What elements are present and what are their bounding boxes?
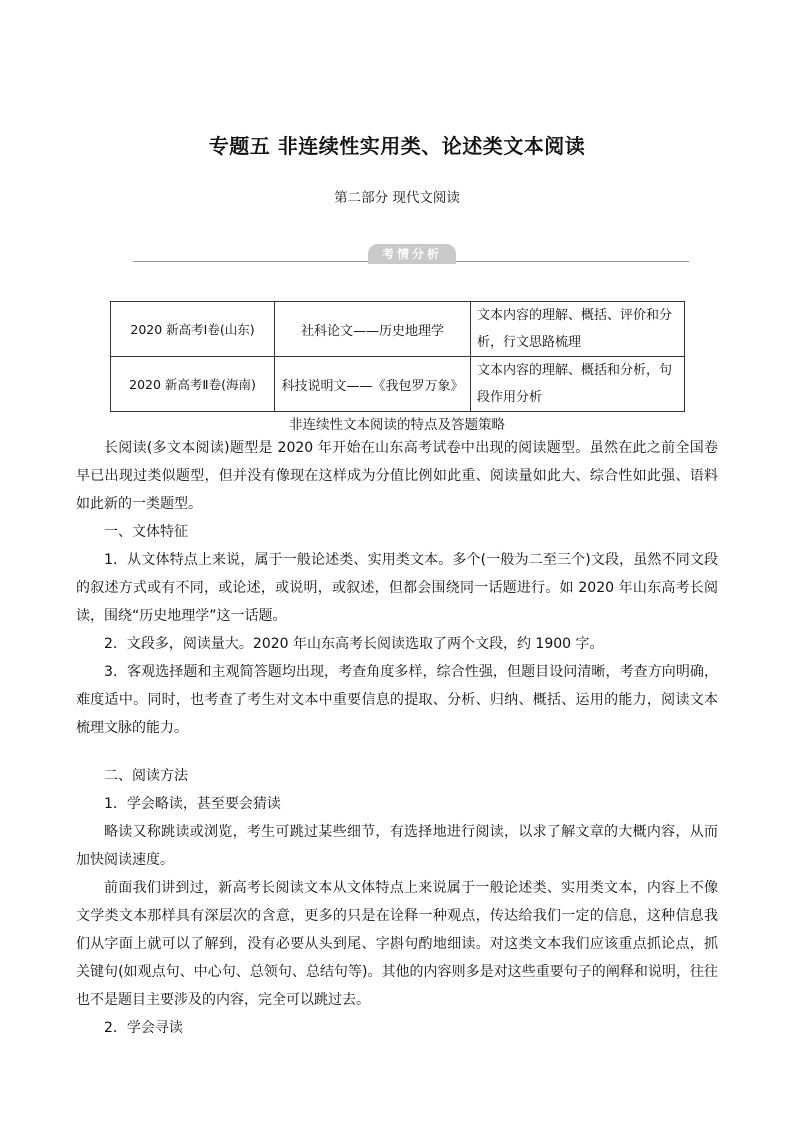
table-cell: 社科论文——历史地理学: [275, 302, 471, 357]
paragraph: 3．客观选择题和主观简答题均出现，考查角度多样，综合性强，但题目设问清晰，考查方向明确，难度适中。同时，也考查了考生对文本中重要信息的提取、分析、归纳、概括、运用的能力，阅读文本梳理文脉的能力。: [76, 664, 718, 736]
section-heading: 二、阅读方法: [104, 768, 188, 784]
section-heading: 一、文体特征: [104, 524, 188, 540]
intro-paragraph: 长阅读(多文本阅读)题型是 2020 年开始在山东高考试卷中出现的阅读题型。虽然在此之前全国卷早已出现过类似题型，但并没有像现在这样成为分值比例如此重、阅读量如此大、综合性如此强、语料如此新的一类题型。: [76, 440, 718, 512]
paragraph: 2．文段多，阅读量大。2020 年山东高考长阅读选取了两个文段，约 1900 字。: [104, 636, 604, 652]
table-row: [111, 302, 685, 357]
exam-table: [110, 301, 685, 412]
section-subtitle: 第二部分 现代文阅读: [334, 190, 460, 206]
paragraph: 略读又称跳读或浏览，考生可跳过某些细节，有选择地进行阅读，以求了解文章的大概内容，从而加快阅读速度。: [76, 824, 718, 868]
paragraph: 1．从文体特点上来说，属于一般论述类、实用类文本。多个(一般为二至三个)文段，虽然不同文段的叙述方式或有不同，或论述，或说明，或叙述，但都会围绕同一话题进行。如 2020 年山东高考长阅读，围绕“历史地理学”这一话题。: [76, 552, 718, 624]
list-item: 1．学会略读，甚至要会猜读: [104, 796, 281, 812]
table-cell: 文本内容的理解、概括和分析，句段作用分析: [471, 357, 685, 412]
table-cell: 文本内容的理解、概括、评价和分析，行文思路梳理: [471, 302, 685, 357]
table-cell: 2020 新高考Ⅱ卷(海南): [111, 357, 275, 412]
table-cell: 2020 新高考Ⅰ卷(山东): [111, 302, 275, 357]
table-cell: 科技说明文——《我包罗万象》: [275, 357, 471, 412]
table-row: [111, 357, 685, 412]
exam-analysis-badge: 考情分析: [368, 244, 456, 264]
list-item: 2．学会寻读: [104, 1020, 183, 1036]
paragraph: 前面我们讲到过，新高考长阅读文本从文体特点上来说属于一般论述类、实用类文本，内容上不像文学类文本那样具有深层次的含意，更多的只是在诠释一种观点，传达给我们一定的信息，这种信息我们从字面上就可以了解到，没有必要从头到尾、字斟句酌地细读。对这类文本我们应该重点抓论点，抓关键句(如观点句、中心句、总领句、总结句等)。其他的内容则多是对这些重要句子的阐释和说明，往往也不是题目主要涉及的内容，完全可以跳过去。: [76, 880, 718, 1008]
page-title: 专题五 非连续性实用类、论述类文本阅读: [208, 134, 586, 158]
table-caption: 非连续性文本阅读的特点及答题策略: [289, 417, 505, 433]
